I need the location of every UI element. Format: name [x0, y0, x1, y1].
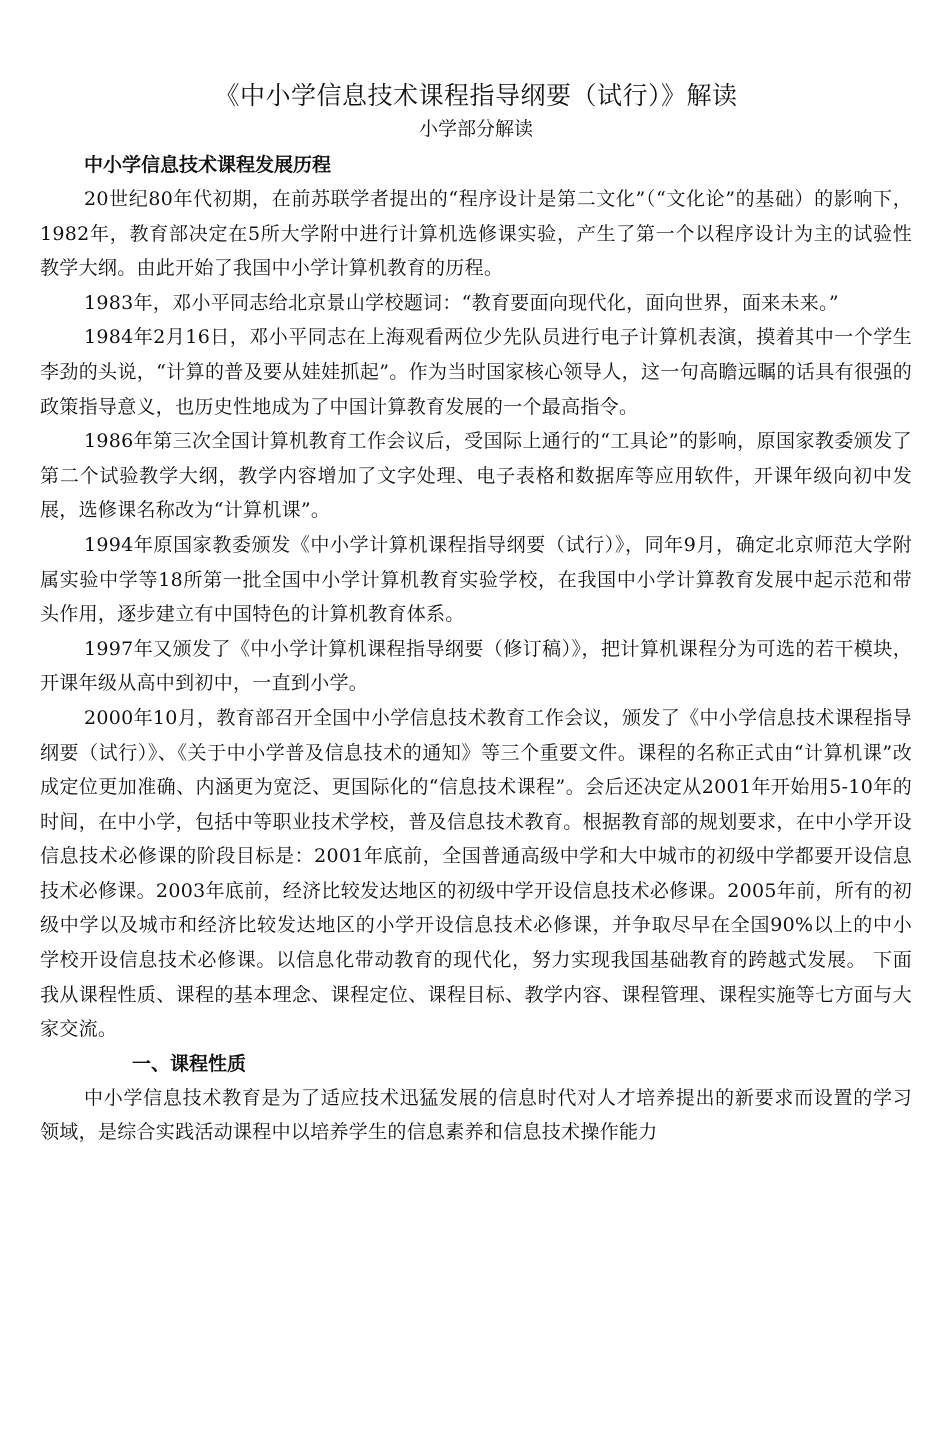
- paragraph: 1997年又颁发了《中小学计算机课程指导纲要（修订稿）》，把计算机课程分为可选的若干模块，开课年级从高中到初中，一直到小学。: [40, 637, 912, 695]
- paragraph: 1986年第三次全国计算机教育工作会议后，受国际上通行的“工具论”的影响，原国家教委颁发了第二个试验教学大纲，教学内容增加了文字处理、电子表格和数据库等应用软件，开课年级向初中发展，选修课名称改为“计算机课”。: [40, 430, 912, 522]
- paragraph: 1983年，邓小平同志给北京景山学校题词：“教育要面向现代化，面向世界，面来未来。”: [84, 291, 839, 314]
- section-heading-history: 中小学信息技术课程发展历程: [84, 154, 332, 176]
- section-heading-course-nature: 一、课程性质: [132, 1052, 247, 1075]
- document-page: [40, 78, 912, 1150]
- paragraph: 20世纪80年代初期，在前苏联学者提出的“程序设计是第二文化”（“文化论”的基础）的影响下，1982年，教育部决定在5所大学附中进行计算机选修课实验，产生了第一个以程序设计为主的试验性教学大纲。由此开始了我国中小学计算机教育的历程。: [40, 188, 912, 280]
- paragraph: 1994年原国家教委颁发《中小学计算机课程指导纲要（试行）》，同年9月，确定北京师范大学附属实验中学等18所第一批全国中小学计算机教育实验学校，在我国中小学计算教育发展中起示范和带头作用，逐步建立有中国特色的计算机教育体系。: [40, 533, 912, 626]
- paragraph: 中小学信息技术教育是为了适应技术迅猛发展的信息时代对人才培养提出的新要求而设置的学习领域，是综合实践活动课程中以培养学生的信息素养和信息技术操作能力: [40, 1086, 912, 1144]
- paragraph: 1984年2月16日，邓小平同志在上海观看两位少先队员进行电子计算机表演，摸着其中一个学生李劲的头说，“计算的普及要从娃娃抓起”。作为当时国家核心领导人，这一句高瞻远瞩的话具有很强的政策指导意义，也历史性地成为了中国计算教育发展的一个最高指令。: [40, 326, 912, 418]
- document-subtitle: 小学部分解读: [418, 118, 533, 140]
- document-title: 《中小学信息技术课程指导纲要（试行）》解读: [214, 81, 738, 110]
- paragraph: 2000年10月，教育部召开全国中小学信息技术教育工作会议，颁发了《中小学信息技术课程指导纲要（试行）》、《关于中小学普及信息技术的通知》等三个重要文件。课程的名称正式由“计算机课”改成定位更加准确、内涵更为宽泛、更国际化的“信息技术课程”。会后还决定从2001年开始用5-10年的时间，在中小学，包括中等职业技术学校，普及信息技术教育。根据教育部的规划要求，在中小学开设信息技术必修课的阶段目标是：2001年底前，全国普通高级中学和大中城市的初级中学都要开设信息技术必修课。2003年底前，经济比较发达地区的初级中学开设信息技术必修课。2005年前，所有的初级中学以及城市和经济比较发达地区的小学开设信息技术必修课，并争取尽早在全国90%以上的中小学校开设信息技术必修课。以信息化带动教育的现代化，努力实现我国基础教育的跨越式发展。 下面我从课程性质、课程的基本理念、课程定位、课程目标、教学内容、课程管理、课程实施等七方面与大家交流。: [40, 706, 912, 1041]
